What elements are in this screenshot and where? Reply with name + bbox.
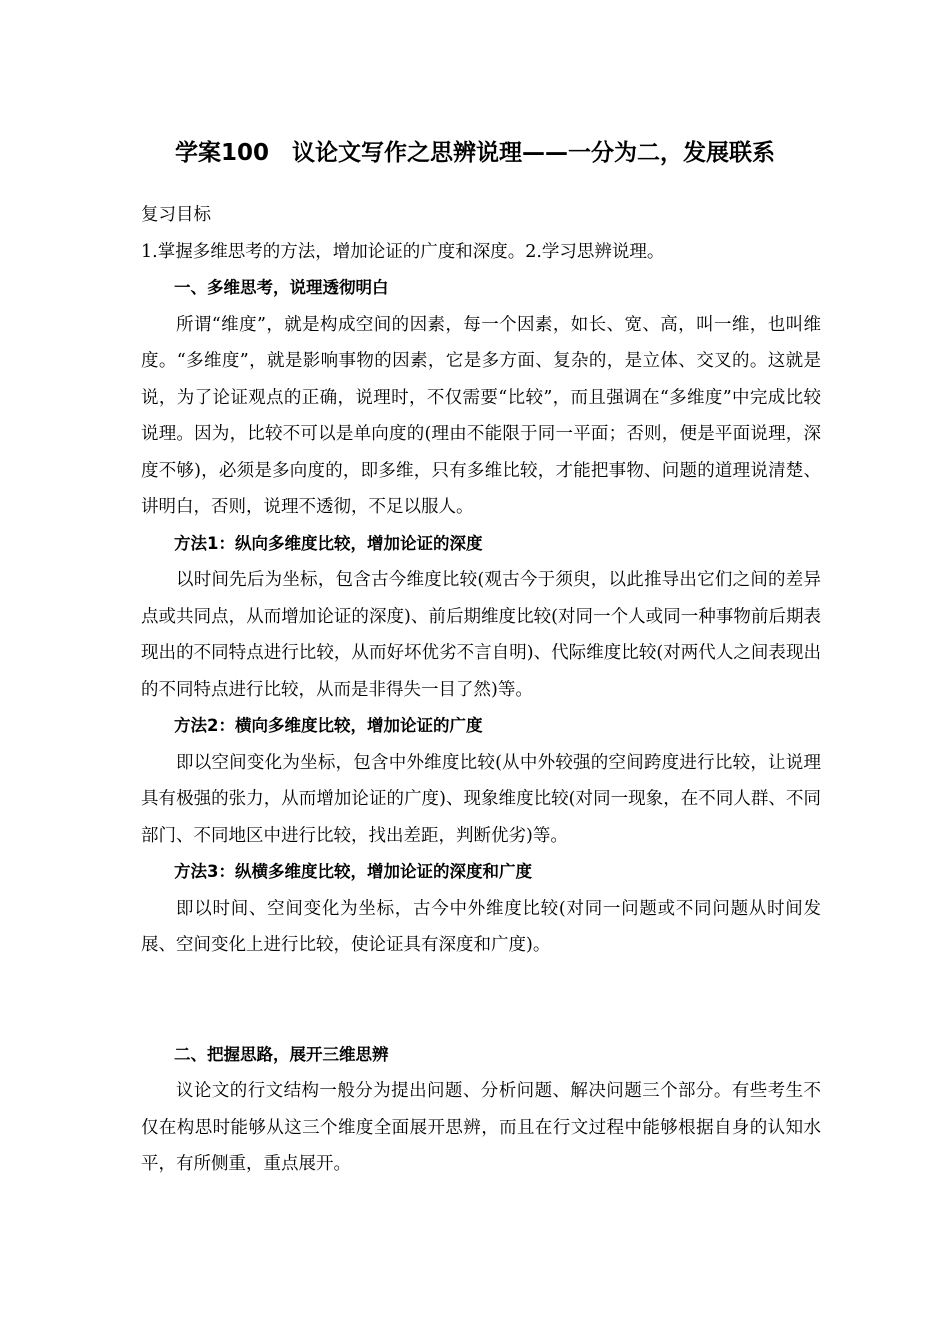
- page-title: 学案100 议论文写作之思辨说理——一分为二，发展联系: [174, 140, 775, 166]
- method3-paragraph: 即以时间、空间变化为坐标，古今中外维度比较(对同一问题或不同问题从时间发展、空间变化上进行比较，使论证具有深度和广度)。: [141, 898, 821, 955]
- method2-heading: 方法2：横向多维度比较，增加论证的广度: [174, 716, 483, 735]
- section2-heading: 二、把握思路，展开三维思辨: [174, 1044, 389, 1064]
- method1-heading: 方法1：纵向多维度比较，增加论证的深度: [174, 533, 483, 553]
- review-goals: 1.掌握多维思考的方法，增加论证的广度和深度。2.学习思辨说理。: [141, 241, 665, 262]
- section-spacer: [141, 964, 821, 1037]
- review-label: 复习目标: [141, 205, 211, 225]
- document-body: [141, 197, 821, 1183]
- section2-paragraph: 议论文的行文结构一般分为提出问题、分析问题、解决问题三个部分。有些考生不仅在构思时能够从这三个维度全面展开思辨，而且在行文过程中能够根据自身的认知水平，有所侧重，重点展开。: [141, 1081, 821, 1174]
- method2-paragraph: 即以空间变化为坐标，包含中外维度比较(从中外较强的空间跨度进行比较，让说理具有极强的张力，从而增加论证的广度)、现象维度比较(对同一现象，在不同人群、不同部门、不同地区中进行比较，找出差距，判断优劣)等。: [141, 752, 821, 846]
- method3-heading: 方法3：纵横多维度比较，增加论证的深度和广度: [174, 862, 532, 881]
- section1-intro-paragraph: 所谓“维度”，就是构成空间的因素，每一个因素，如长、宽、高，叫一维，也叫维度。“多维度”，就是影响事物的因素，它是多方面、复杂的，是立体、交叉的。这就是说，为了论证观点的正确，说理时，不仅需要“比较”，而且强调在“多维度”中完成比较说理。因为，比较不可以是单向度的(理由不能限于同一平面；否则，便是平面说理，深度不够)，必须是多向度的，即多维，只有多维比较，才能把事物、问题的道理说清楚、讲明白，否则，说理不透彻，不足以服人。: [141, 314, 821, 517]
- section1-heading: 一、多维思考，说理透彻明白: [174, 278, 389, 297]
- method1-paragraph: 以时间先后为坐标，包含古今维度比较(观古今于须臾，以此推导出它们之间的差异点或共同点，从而增加论证的深度)、前后期维度比较(对同一个人或同一种事物前后期表现出的不同特点进行比较，从而好坏优劣不言自明)、代际维度比较(对两代人之间表现出的不同特点进行比较，从而是非得失一目了然)等。: [141, 570, 821, 700]
